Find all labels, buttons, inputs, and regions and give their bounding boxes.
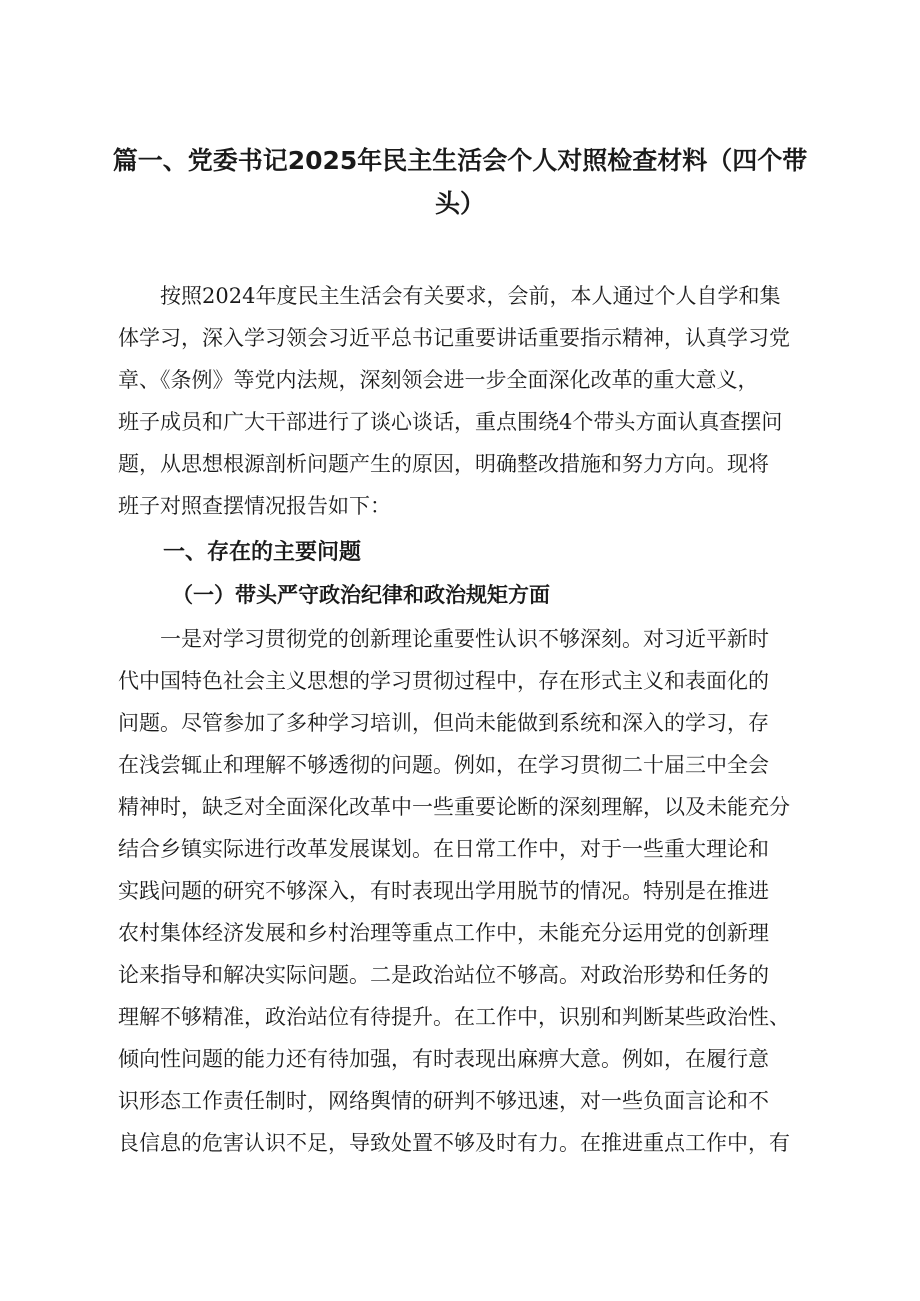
body-line: 理解不够精准，政治站位有待提升。在工作中，识别和判断某些政治性、 — [118, 1005, 790, 1029]
section-heading: 一、存在的主要问题 — [163, 540, 362, 565]
body-line: 代中国特色社会主义思想的学习贯彻过程中，存在形式主义和表面化的 — [118, 669, 769, 693]
intro-line: 班子对照查摆情况报告如下： — [118, 494, 391, 518]
body-line: 论来指导和解决实际问题。二是政治站位不够高。对政治形势和任务的 — [118, 963, 769, 987]
body-line: 精神时，缺乏对全面深化改革中一些重要论断的深刻理解，以及未能充分 — [118, 795, 790, 819]
subsection-heading: （一）带头严守政治纪律和政治规矩方面 — [172, 582, 550, 607]
body-line: 在浅尝辄止和理解不够透彻的问题。例如，在学习贯彻二十届三中全会 — [118, 753, 769, 777]
intro-line: 题，从思想根源剖析问题产生的原因，明确整改措施和努力方向。现将 — [118, 452, 769, 476]
body-line: 一是对学习贯彻党的创新理论重要性认识不够深刻。对习近平新时 — [118, 627, 769, 651]
body-line: 农村集体经济发展和乡村治理等重点工作中，未能充分运用党的创新理 — [118, 921, 769, 945]
body-line: 倾向性问题的能力还有待加强，有时表现出麻痹大意。例如，在履行意 — [118, 1047, 769, 1071]
document-title-line-1: 篇一、党委书记2025年民主生活会个人对照检查材料（四个带 — [112, 146, 808, 175]
body-line: 问题。尽管参加了多种学习培训，但尚未能做到系统和深入的学习，存 — [118, 711, 769, 735]
intro-line: 章、《条例》等党内法规，深刻领会进一步全面深化改革的重大意义， — [118, 368, 759, 392]
intro-line: 班子成员和广大干部进行了谈心谈话，重点围绕4个带头方面认真查摆问 — [118, 410, 783, 434]
body-line: 实践问题的研究不够深入，有时表现出学用脱节的情况。特别是在推进 — [118, 879, 769, 903]
document-title-line-2: 头） — [434, 189, 485, 218]
body-line: 良信息的危害认识不足，导致处置不够及时有力。在推进重点工作中，有 — [118, 1131, 790, 1155]
intro-line: 体学习，深入学习领会习近平总书记重要讲话重要指示精神，认真学习党 — [118, 326, 790, 350]
body-line: 识形态工作责任制时，网络舆情的研判不够迅速，对一些负面言论和不 — [118, 1089, 769, 1113]
intro-line: 按照2024年度民主生活会有关要求，会前，本人通过个人自学和集 — [118, 284, 781, 308]
body-line: 结合乡镇实际进行改革发展谋划。在日常工作中，对于一些重大理论和 — [118, 837, 769, 861]
